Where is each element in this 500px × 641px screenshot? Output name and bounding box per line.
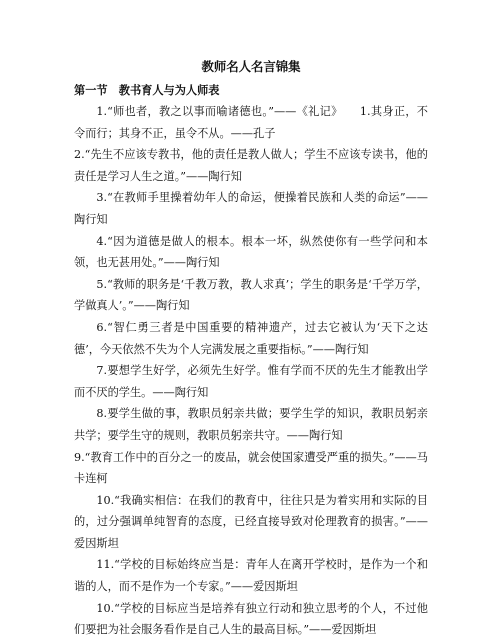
paragraph: 8.要学生做的事，教职员躬亲共做；要学生学的知识，教职员躬亲共学；要学生守的规则，教职员躬亲共守。——陶行知: [74, 407, 428, 442]
paragraph: 1.“师也者，教之以事而喻诸德也。”——《礼记》 1.其身正，不令而行；其身不正，虽令不从。——孔子: [74, 105, 428, 140]
section-heading: 第一节 教书育人与为人师表: [74, 83, 220, 97]
paragraph: 11.“学校的目标始终应当是：青年人在离开学校时，是作为一个和谐的人，而不是作为一个专家。”——爱因斯坦: [74, 558, 428, 594]
paragraph-list: [74, 101, 428, 641]
paragraph: 10.“我确实相信：在我们的教育中，往往只是为着实用和实际的目的，过分强调单纯智育的态度，已经直接导致对伦理教育的损害。”——爱因斯坦: [74, 493, 428, 550]
paragraph: 9.“教育工作中的百分之一的废品，就会使国家遭受严重的损失。”——马卡连柯: [74, 450, 428, 486]
paragraph: 7.要想学生好学，必须先生好学。惟有学而不厌的先生才能教出学而不厌的学生。——陶行知: [74, 364, 428, 399]
document-title: 教师名人名言锦集: [201, 59, 301, 74]
paragraph: 3.“在教师手里操着幼年人的命运，便操着民族和人类的命运”——陶行知: [74, 191, 428, 226]
paragraph: 4.“因为道德是做人的根本。根本一坏，纵然使你有一些学问和本领，也无甚用处。”——陶行知: [74, 234, 428, 270]
paragraph: 10.“学校的目标应当是培养有独立行动和独立思考的个人，不过他们要把为社会服务看作是自己人生的最高目标。”——爱因斯坦: [74, 601, 428, 637]
paragraph: 6.“智仁勇三者是中国重要的精神遗产，过去它被认为‘天下之达德’，今天依然不失为个人完满发展之重要指标。”——陶行知: [74, 320, 428, 356]
paragraph: 5.“教师的职务是‘千教万教，教人求真’；学生的职务是‘千学万学，学做真人’。”——陶行知: [74, 277, 428, 313]
paragraph: 2.“先生不应该专教书，他的责任是教人做人；学生不应该专读书，他的责任是学习人生之道。”——陶行知: [74, 148, 428, 183]
